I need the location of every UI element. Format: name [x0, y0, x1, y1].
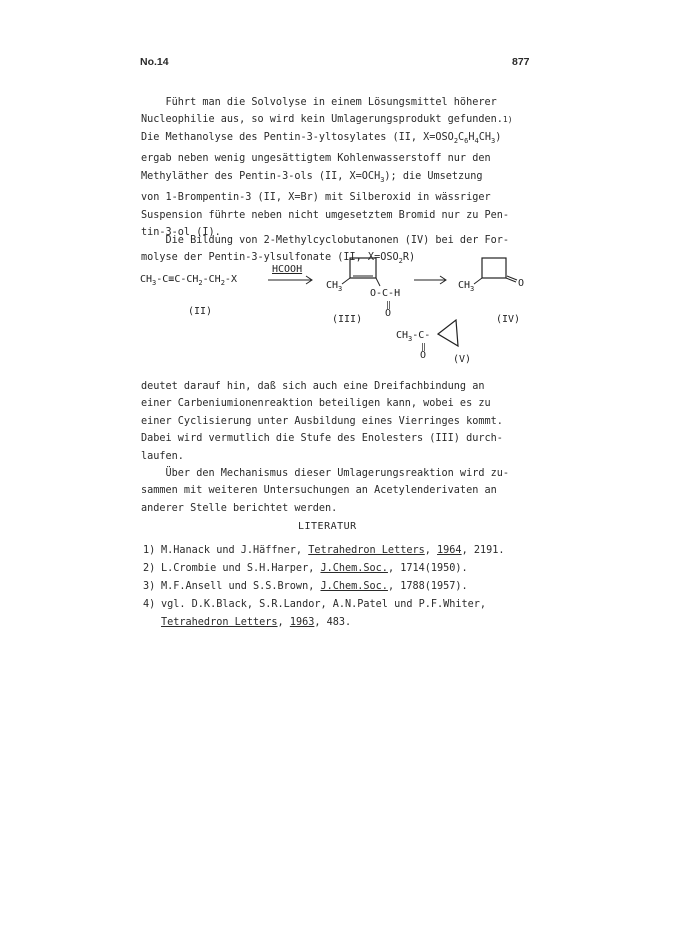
text-line: Dabei wird vermutlich die Stufe des Enolesters (III) durch-: [141, 433, 503, 445]
reference-list: [143, 542, 563, 632]
reference-item-continuation: Tetrahedron Letters, 1963, 483.: [161, 617, 352, 628]
text-line: von 1-Brompentin-3 (II, X=Br) mit Silberoxid in wässriger: [141, 192, 491, 204]
text-line: laufen.: [141, 450, 184, 462]
reaction-scheme: [140, 252, 560, 372]
footnote-marker: 1): [502, 115, 513, 125]
reference-item: 2) L.Crombie und S.H.Harper, J.Chem.Soc., 1714(1950).: [143, 563, 468, 574]
text-line: ergab neben wenig ungesättigtem Kohlenwasserstoff nur den: [141, 153, 491, 165]
paragraph-conclusion: [141, 378, 541, 517]
structure-V: [396, 320, 458, 361]
text-line: Über den Mechanismus dieser Umlagerungsreaktion wird zu-: [141, 468, 510, 480]
label-compound-II: (II): [188, 306, 213, 317]
text-line: Die Methanolyse des Pentin-3-yltosylates (II, $X=OSO_2C_6H_4CH_3$): [141, 131, 502, 145]
structure-III: [326, 258, 400, 319]
text-line: einer Carbeniumionenreaktion beteiligen kann, wobei es zu: [141, 398, 491, 410]
svg-text:CH3: $CH_3$: [326, 280, 343, 293]
svg-text:O: O: [385, 308, 392, 319]
svg-text:‖: ‖: [386, 300, 391, 309]
text-line: molyse der Pentin-3-ylsulfonate (II, $X=OSO_2R$): [141, 252, 416, 266]
literature-heading: LITERATUR: [298, 521, 357, 532]
label-compound-III: (III): [332, 314, 363, 325]
text-line: tin-3-ol (I).: [141, 226, 221, 238]
text-line: Die Bildung von 2-Methylcyclobutanonen (IV) bei der For-: [141, 235, 510, 246]
reference-item: 1) M.Hanack und J.Häffner, Tetrahedron Letters, 1964, 2191.: [143, 545, 505, 556]
svg-text:O: O: [518, 278, 525, 289]
text-line: Suspension führte neben nicht umgesetztem Bromid nur zu Pen-: [141, 209, 510, 221]
svg-text:CH3: $CH_3$: [458, 280, 475, 293]
text-line: anderer Stelle berichtet werden.: [141, 502, 338, 514]
text-line: sammen mit weiteren Untersuchungen an Acetylenderivaten an: [141, 485, 497, 497]
reagent-label: HCOOH: [272, 264, 303, 275]
text-line: Nucleophilie aus, so wird kein Umlagerungsprodukt gefunden.$^{1)}$: [141, 114, 513, 126]
text-line: einer Cyclisierung unter Ausbildung eines Vierringes kommt.: [141, 415, 503, 427]
structure-IV: [458, 258, 524, 293]
text-line: deutet darauf hin, daß sich auch eine Dreifachbindung an: [141, 381, 485, 392]
text-line: Methyläther des Pentin-3-ols (II, $X=OCH_3$); die Umsetzung: [141, 170, 483, 184]
svg-text:CH3-C-: $CH_3-C-$: [396, 330, 431, 343]
reactant-formula: $CH_3-C\equiv C-CH_2-CH_2-X$: [140, 274, 237, 287]
svg-text:‖: ‖: [421, 342, 426, 351]
text-line: Führt man die Solvolyse in einem Lösungsmittel höherer: [141, 97, 497, 108]
svg-text:O: O: [420, 350, 427, 361]
label-compound-V: (V): [453, 354, 472, 365]
journal-issue-number: No.14: [140, 56, 169, 68]
reference-item: 4) vgl. D.K.Black, S.R.Landor, A.N.Patel und P.F.Whiter,: [143, 599, 487, 610]
paragraph-solvolysis: [141, 94, 541, 241]
page-number: 877: [512, 56, 530, 68]
label-compound-IV: (IV): [496, 314, 521, 325]
reference-item: 3) M.F.Ansell und S.S.Brown, J.Chem.Soc., 1788(1957).: [143, 581, 468, 592]
svg-text:O-C-H: O-C-H: [370, 288, 401, 299]
